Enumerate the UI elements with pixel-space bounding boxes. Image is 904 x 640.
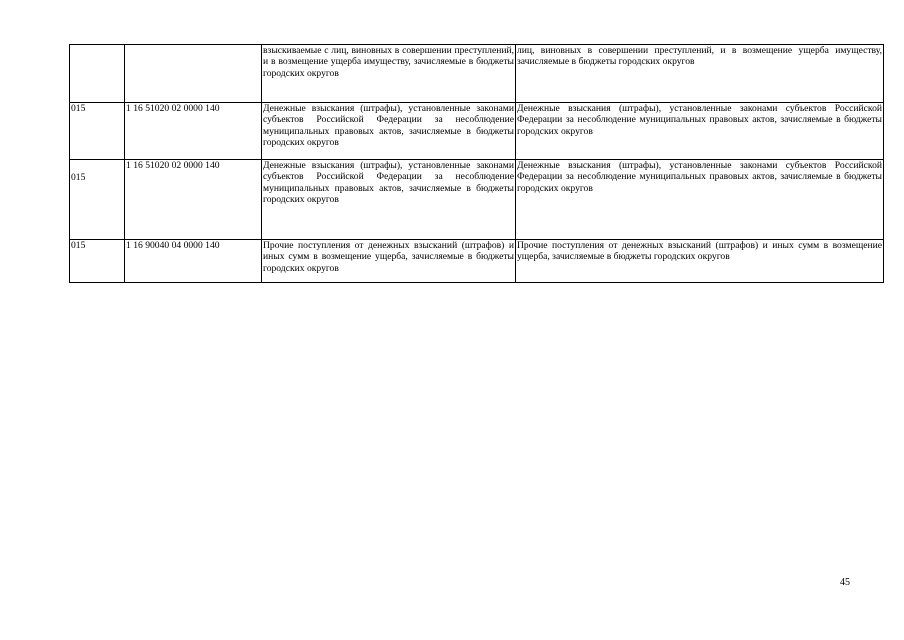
kbk-code-cell: 1 16 51020 02 0000 140 (125, 160, 262, 240)
admin-code-cell: 015 (70, 103, 125, 160)
kbk-code-cell (125, 45, 262, 103)
kbk-code-cell: 1 16 51020 02 0000 140 (125, 103, 262, 160)
admin-code-text: 015 (71, 172, 86, 183)
old-description-cell: Денежные взыскания (штрафы), установленные законами субъектов Российской Федерации за несоблюдение муниципальных правовых актов, зачисляемые в бюджеты городских округов (262, 160, 516, 240)
kbk-code-cell: 1 16 90040 04 0000 140 (125, 240, 262, 283)
table-row (70, 103, 884, 160)
page-number: 45 (840, 577, 850, 588)
revenue-codes-table (69, 44, 884, 283)
table-row (70, 45, 884, 103)
old-description-cell: Прочие поступления от денежных взысканий (штрафов) и иных сумм в возмещение ущерба, зачисляемые в бюджеты городских округов (262, 240, 516, 283)
table-row (70, 160, 884, 240)
admin-code-cell (70, 160, 125, 240)
new-description-cell: Денежные взыскания (штрафы), установленные законами субъектов Российской Федерации за несоблюдение муниципальных правовых актов, зачисляемые в бюджеты городских округов (516, 103, 884, 160)
admin-code-cell: 015 (70, 240, 125, 283)
new-description-cell: Прочие поступления от денежных взысканий (штрафов) и иных сумм в возмещение ущерба, зачисляемые в бюджеты городских округов (516, 240, 884, 283)
new-description-cell: Денежные взыскания (штрафы), установленные законами субъектов Российской Федерации за несоблюдение муниципальных правовых актов, зачисляемые в бюджеты городских округов (516, 160, 884, 240)
old-description-cell: взыскиваемые с лиц, виновных в совершении преступлений, и в возмещение ущерба имуществу, зачисляемые в бюджеты городских округов (262, 45, 516, 103)
table-row (70, 240, 884, 283)
admin-code-cell (70, 45, 125, 103)
new-description-cell: лиц, виновных в совершении преступлений, и в возмещение ущерба имуществу, зачисляемые в бюджеты городских округов (516, 45, 884, 103)
old-description-cell: Денежные взыскания (штрафы), установленные законами субъектов Российской Федерации за несоблюдение муниципальных правовых актов, зачисляемые в бюджеты городских округов (262, 103, 516, 160)
